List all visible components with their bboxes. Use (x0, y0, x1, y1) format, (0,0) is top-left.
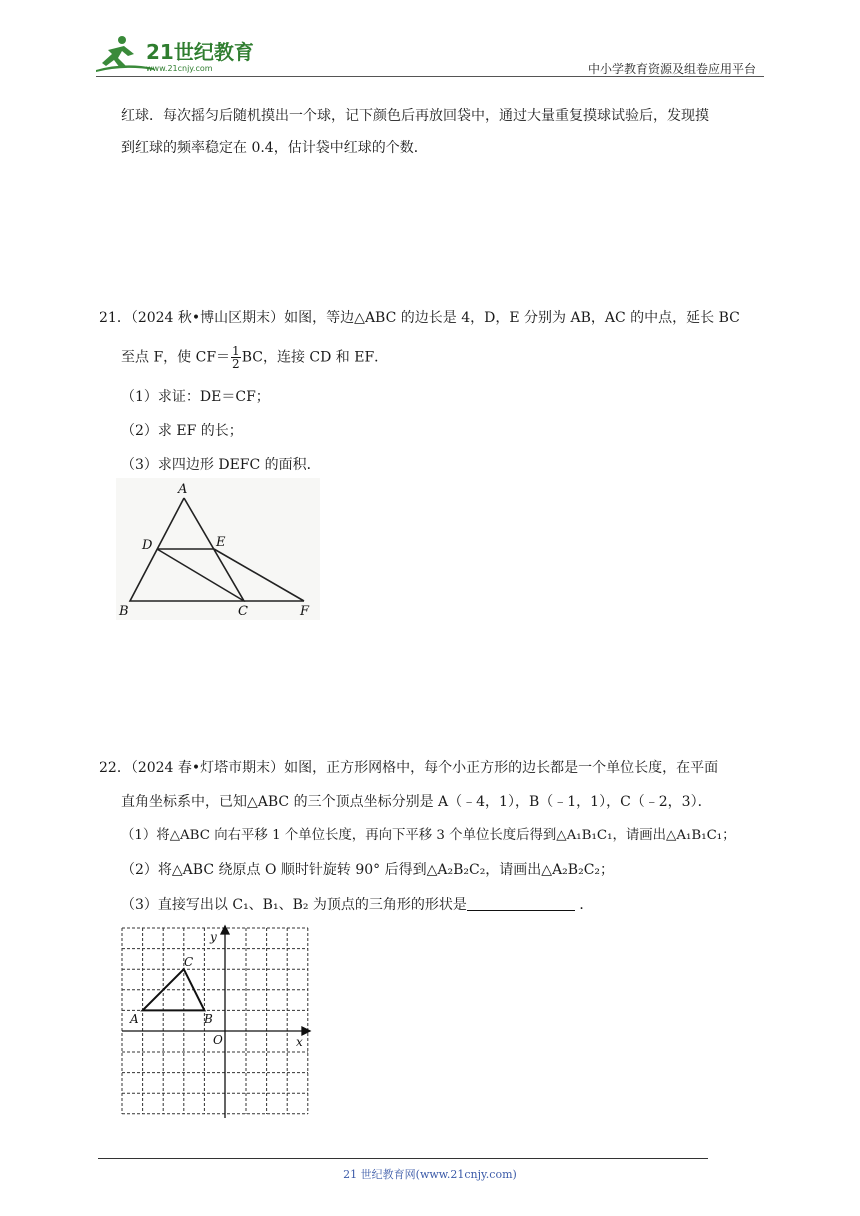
footer-text[interactable]: 21 世纪教育网(www.21cnjy.com) (343, 1168, 517, 1181)
frac-numerator: 1 (232, 344, 240, 358)
q20-line2: 到红球的频率稳定在 0.4，估计袋中红球的个数． (121, 140, 428, 156)
y-axis-arrow (221, 926, 229, 934)
q22-stem: 如图，正方形网格中，每个小正方形的边长都是一个单位长度，在平面 (284, 760, 719, 776)
q22-grid-figure (118, 924, 312, 1120)
q22-part3-text: （3）直接写出以 C₁、B₁、B₂ 为顶点的三角形的形状是 (121, 897, 467, 913)
label-a: A (178, 482, 188, 497)
q21-line2-a: 至点 F，使 CF＝ (121, 349, 231, 366)
q22-part1: （1）将△ABC 向右平移 1 个单位长度，再向下平移 3 个单位长度后得到△A₁B₁C₁，请画出△A₁B₁C₁； (121, 828, 736, 843)
q21-part3: （3）求四边形 DEFC 的面积． (121, 457, 321, 473)
header-divider (96, 76, 764, 77)
site-name: 中小学教育资源及组卷应用平台 (587, 62, 756, 76)
grid-label-c: C (184, 955, 194, 969)
grid-label-b: B (204, 1012, 213, 1026)
dashed-grid (122, 928, 308, 1114)
label-b: B (119, 604, 129, 619)
q20-line1: 红球．每次摇匀后随机摸出一个球，记下颜色后再放回袋中，通过大量重复摸球试验后，发现摸 (121, 108, 709, 124)
q22-number: 22． (99, 760, 131, 776)
label-f: F (300, 604, 310, 619)
grid-label-x: x (296, 1035, 303, 1049)
frac-denominator: 2 (232, 357, 240, 371)
label-d: D (142, 538, 153, 553)
logo-text: 21世纪教育 (146, 40, 254, 64)
q22-part2: （2）将△ABC 绕原点 O 顺时针旋转 90° 后得到△A₂B₂C₂，请画出△A₂B₂C₂； (121, 862, 615, 878)
q21-figure (116, 478, 320, 620)
logo-url: www.21cnjy.com (146, 64, 213, 73)
fraction-half (231, 345, 241, 370)
label-e: E (216, 535, 226, 550)
grid-label-y: y (210, 930, 217, 944)
q21-part1: （1）求证：DE＝CF； (121, 389, 270, 405)
q21-source: （2024 秋•博山区期末） (130, 310, 285, 326)
q22-part3 (121, 895, 593, 915)
q22-line2: 直角坐标系中，已知△ABC 的三个顶点坐标分别是 A（﹣4，1），B（﹣1，1），C（﹣2，3）． (121, 794, 712, 810)
grid-label-a: A (130, 1012, 139, 1026)
q21-stem: 如图，等边△ABC 的边长是 4，D，E 分别为 AB，AC 的中点，延长 BC (284, 310, 740, 326)
grid-label-o: O (213, 1033, 223, 1047)
q21-number: 21． (99, 310, 131, 326)
q21-line1 (99, 308, 740, 328)
answer-blank[interactable] (467, 896, 575, 911)
q21-line2-b: BC，连接 CD 和 EF． (241, 349, 389, 366)
q22-source: （2024 春•灯塔市期末） (130, 760, 285, 776)
x-axis-arrow (302, 1027, 310, 1035)
q21-part2: （2）求 EF 的长； (121, 423, 243, 439)
q22-line1 (99, 758, 718, 778)
q22-part3-end: ． (579, 897, 594, 913)
label-c: C (238, 604, 248, 619)
site-logo (94, 32, 264, 76)
footer-divider (98, 1158, 708, 1159)
q21-line2 (121, 345, 388, 370)
